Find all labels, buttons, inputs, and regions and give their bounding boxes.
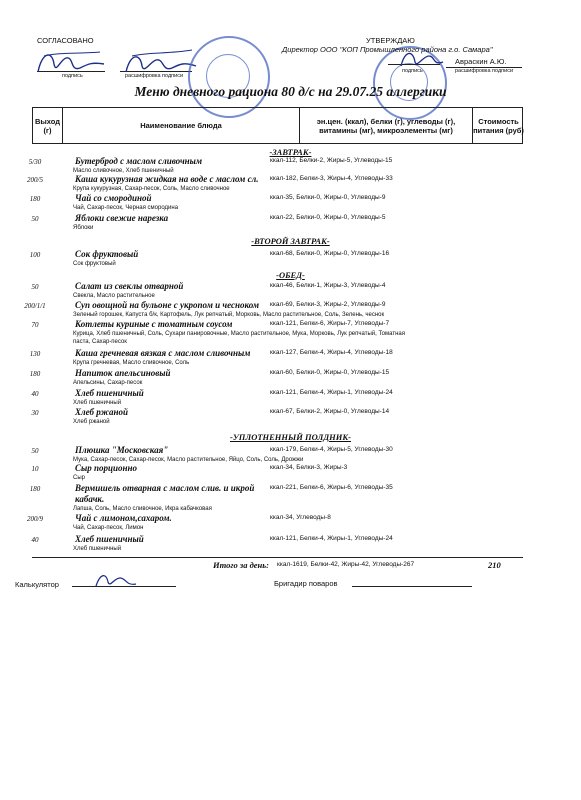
item-ingredients: Зеленый горошек, Капуста б/к, Картофель, Лук репчатый, Морковь, Масло растительное, Соль, Зелень, чеснок [73,312,385,318]
right-signature [395,42,455,72]
chef-label: Бригадир поваров [274,579,338,588]
item-nutrition: ккал-69, Белки-3, Жиры-2, Углеводы-9 [270,301,386,308]
item-output: 200/9 [27,515,43,523]
item-output: 50 [31,447,39,455]
calculator-label: Калькулятор [15,580,59,589]
item-name: Каша гречневая вязкая с маслом сливочным [75,348,251,358]
item-nutrition: ккал-121, Белки-6, Жиры-7, Углеводы-7 [270,320,390,327]
item-ingredients: Хлеб пшеничный [73,400,122,406]
item-nutrition: ккал-34, Углеводы-8 [270,514,331,521]
item-nutrition: ккал-179, Белки-4, Жиры-5, Углеводы-30 [270,446,393,453]
item-output: 30 [31,409,39,417]
total-value: ккал-1619, Белки-42, Жиры-42, Углеводы-267 [277,561,415,568]
item-output: 180 [29,195,41,203]
item-output: 180 [29,370,41,378]
right-signature-caption: подпись [402,68,423,74]
calculator-signature [92,568,142,592]
col-nutrition-header: эн.цен. (ккал), белки (г), углеводы (г), витамины (мг), микроэлементы (мг) [300,108,473,143]
item-ingredients: Крупа гречневая, Масло сливочное, Соль [73,360,190,366]
item-output: 10 [31,465,39,473]
item-nutrition: ккал-182, Белки-3, Жиры-4, Углеводы-33 [270,175,393,182]
item-nutrition: ккал-127, Белки-4, Жиры-4, Углеводы-18 [270,349,393,356]
item-ingredients: Яблоки [73,225,94,231]
item-ingredients: Сок фруктовый [73,261,116,267]
item-name: Бутерброд с маслом сливочным [75,156,203,166]
item-ingredients: Свекла, Масло растительное [73,293,155,299]
item-nutrition: ккал-112, Белки-2, Жиры-5, Углеводы-15 [270,157,393,164]
item-ingredients: Курица, Хлеб пшеничный, Соль, Сухари панировочные, Масло растительное, Мука, Морковь, Лук репчатый, Томатная [73,331,405,337]
item-ingredients: Чай, Сахар-песок, Черная смородина [73,205,179,211]
item-ingredients: Сыр [73,475,85,481]
item-name: Салат из свеклы отварной [75,281,184,291]
item-name: Суп овощной на бульоне с укропом и чесноком [75,300,260,310]
section-title [0,236,581,246]
section-title-text: -УПЛОТНЕННЫЙ ПОЛДНИК- [230,432,351,442]
item-name: Чай со смородиной [75,193,152,203]
item-nutrition: ккал-35, Белки-0, Жиры-0, Углеводы-9 [270,194,386,201]
item-name: Плюшка "Московская" [75,445,169,455]
item-name: Хлеб пшеничный [75,388,144,398]
item-name: Котлеты куриные с томатным соусом [75,319,233,329]
item-output: 70 [31,321,39,329]
col-cost-header: Стоимость питания (руб) [473,116,524,135]
item-name: Яблоки свежие нарезка [75,213,169,223]
item-output: 50 [31,215,39,223]
item-name: Каша кукурузная жидкая на воде с маслом сл. [75,174,259,184]
chef-line [352,586,472,587]
item-name-cont: кабачк. [75,494,105,504]
item-ingredients: Масло сливочное, Хлеб пшеничный [73,168,174,174]
item-output: 200/5 [27,176,43,184]
left-decode-caption: расшифровка подписи [125,73,184,79]
section-title [0,270,581,280]
left-signature-caption: подпись [62,73,83,79]
item-ingredients-cont: паста, Сахар-песок [73,339,127,345]
item-ingredients: Лапша, Соль, Масло сливочное, Икра кабачковая [73,506,212,512]
section-title-text: -ВТОРОЙ ЗАВТРАК- [251,236,330,246]
item-output: 40 [31,390,39,398]
item-output: 5/30 [28,158,42,166]
item-nutrition: ккал-34, Белки-3, Жиры-3 [270,464,348,471]
item-name: Хлеб ржаной [75,407,128,417]
item-ingredients: Крупа кукурузная, Сахар-песок, Соль, Масло сливочное [73,186,230,192]
item-name: Напиток апельсиновый [75,368,171,378]
item-ingredients: Чай, Сахар-песок, Лимон [73,525,144,531]
page-title: Меню дневного рациона 80 д/с на 29.07.25 аллергики [134,84,447,99]
total-cost: 210 [488,560,501,570]
item-output: 100 [29,251,41,259]
item-ingredients: Мука, Сахар-песок, Сахар-песок, Масло растительное, Яйцо, Соль, Соль, Дрожжи [73,457,304,463]
right-decode-caption: расшифровка подписи [455,68,514,74]
item-ingredients: Хлеб пшеничный [73,546,122,552]
item-output: 200/1/1 [24,302,46,310]
section-title-text: -ОБЕД- [276,270,305,280]
total-label: Итого за день: [213,560,269,570]
item-output: 180 [29,485,41,493]
item-ingredients: Апельсины, Сахар-песок [73,380,143,386]
item-nutrition: ккал-22, Белки-0, Жиры-0, Углеводы-5 [270,214,386,221]
item-output: 40 [31,536,39,544]
item-nutrition: ккал-46, Белки-1, Жиры-3, Углеводы-4 [270,282,386,289]
item-nutrition: ккал-221, Белки-6, Жиры-6, Углеводы-35 [270,484,393,491]
director-text: Директор ООО "КОП Промышленного района г.о. Самара" [282,45,493,54]
item-nutrition: ккал-121, Белки-4, Жиры-1, Углеводы-24 [270,389,393,396]
item-nutrition: ккал-68, Белки-0, Жиры-0, Углеводы-16 [270,250,390,257]
item-name: Сыр порционно [75,463,138,473]
item-ingredients: Хлеб ржаной [73,419,110,425]
director-name: Авраскин А.Ю. [455,57,507,66]
approved-label: СОГЛАСОВАНО [37,36,94,45]
item-nutrition: ккал-60, Белки-0, Жиры-0, Углеводы-15 [270,369,390,376]
left-signature-1 [30,42,110,82]
col-output-header: Выход (г) [33,108,63,143]
total-top-line [32,557,523,558]
item-nutrition: ккал-67, Белки-2, Жиры-0, Углеводы-14 [270,408,390,415]
section-title [0,432,581,442]
item-name: Чай с лимоном,сахаром. [75,513,172,523]
col-name-header: Наименование блюда [63,108,300,143]
item-nutrition: ккал-121, Белки-4, Жиры-1, Углеводы-24 [270,535,393,542]
item-output: 130 [29,350,41,358]
item-name: Хлеб пшеничный [75,534,144,544]
approve-label: УТВЕРЖДАЮ [366,36,415,45]
item-output: 50 [31,283,39,291]
item-name: Вермишель отварная с маслом слив. и икрой [75,483,255,493]
section-title-text: -ЗАВТРАК- [269,147,312,157]
menu-table-header [32,107,523,144]
item-name: Сок фруктовый [75,249,139,259]
